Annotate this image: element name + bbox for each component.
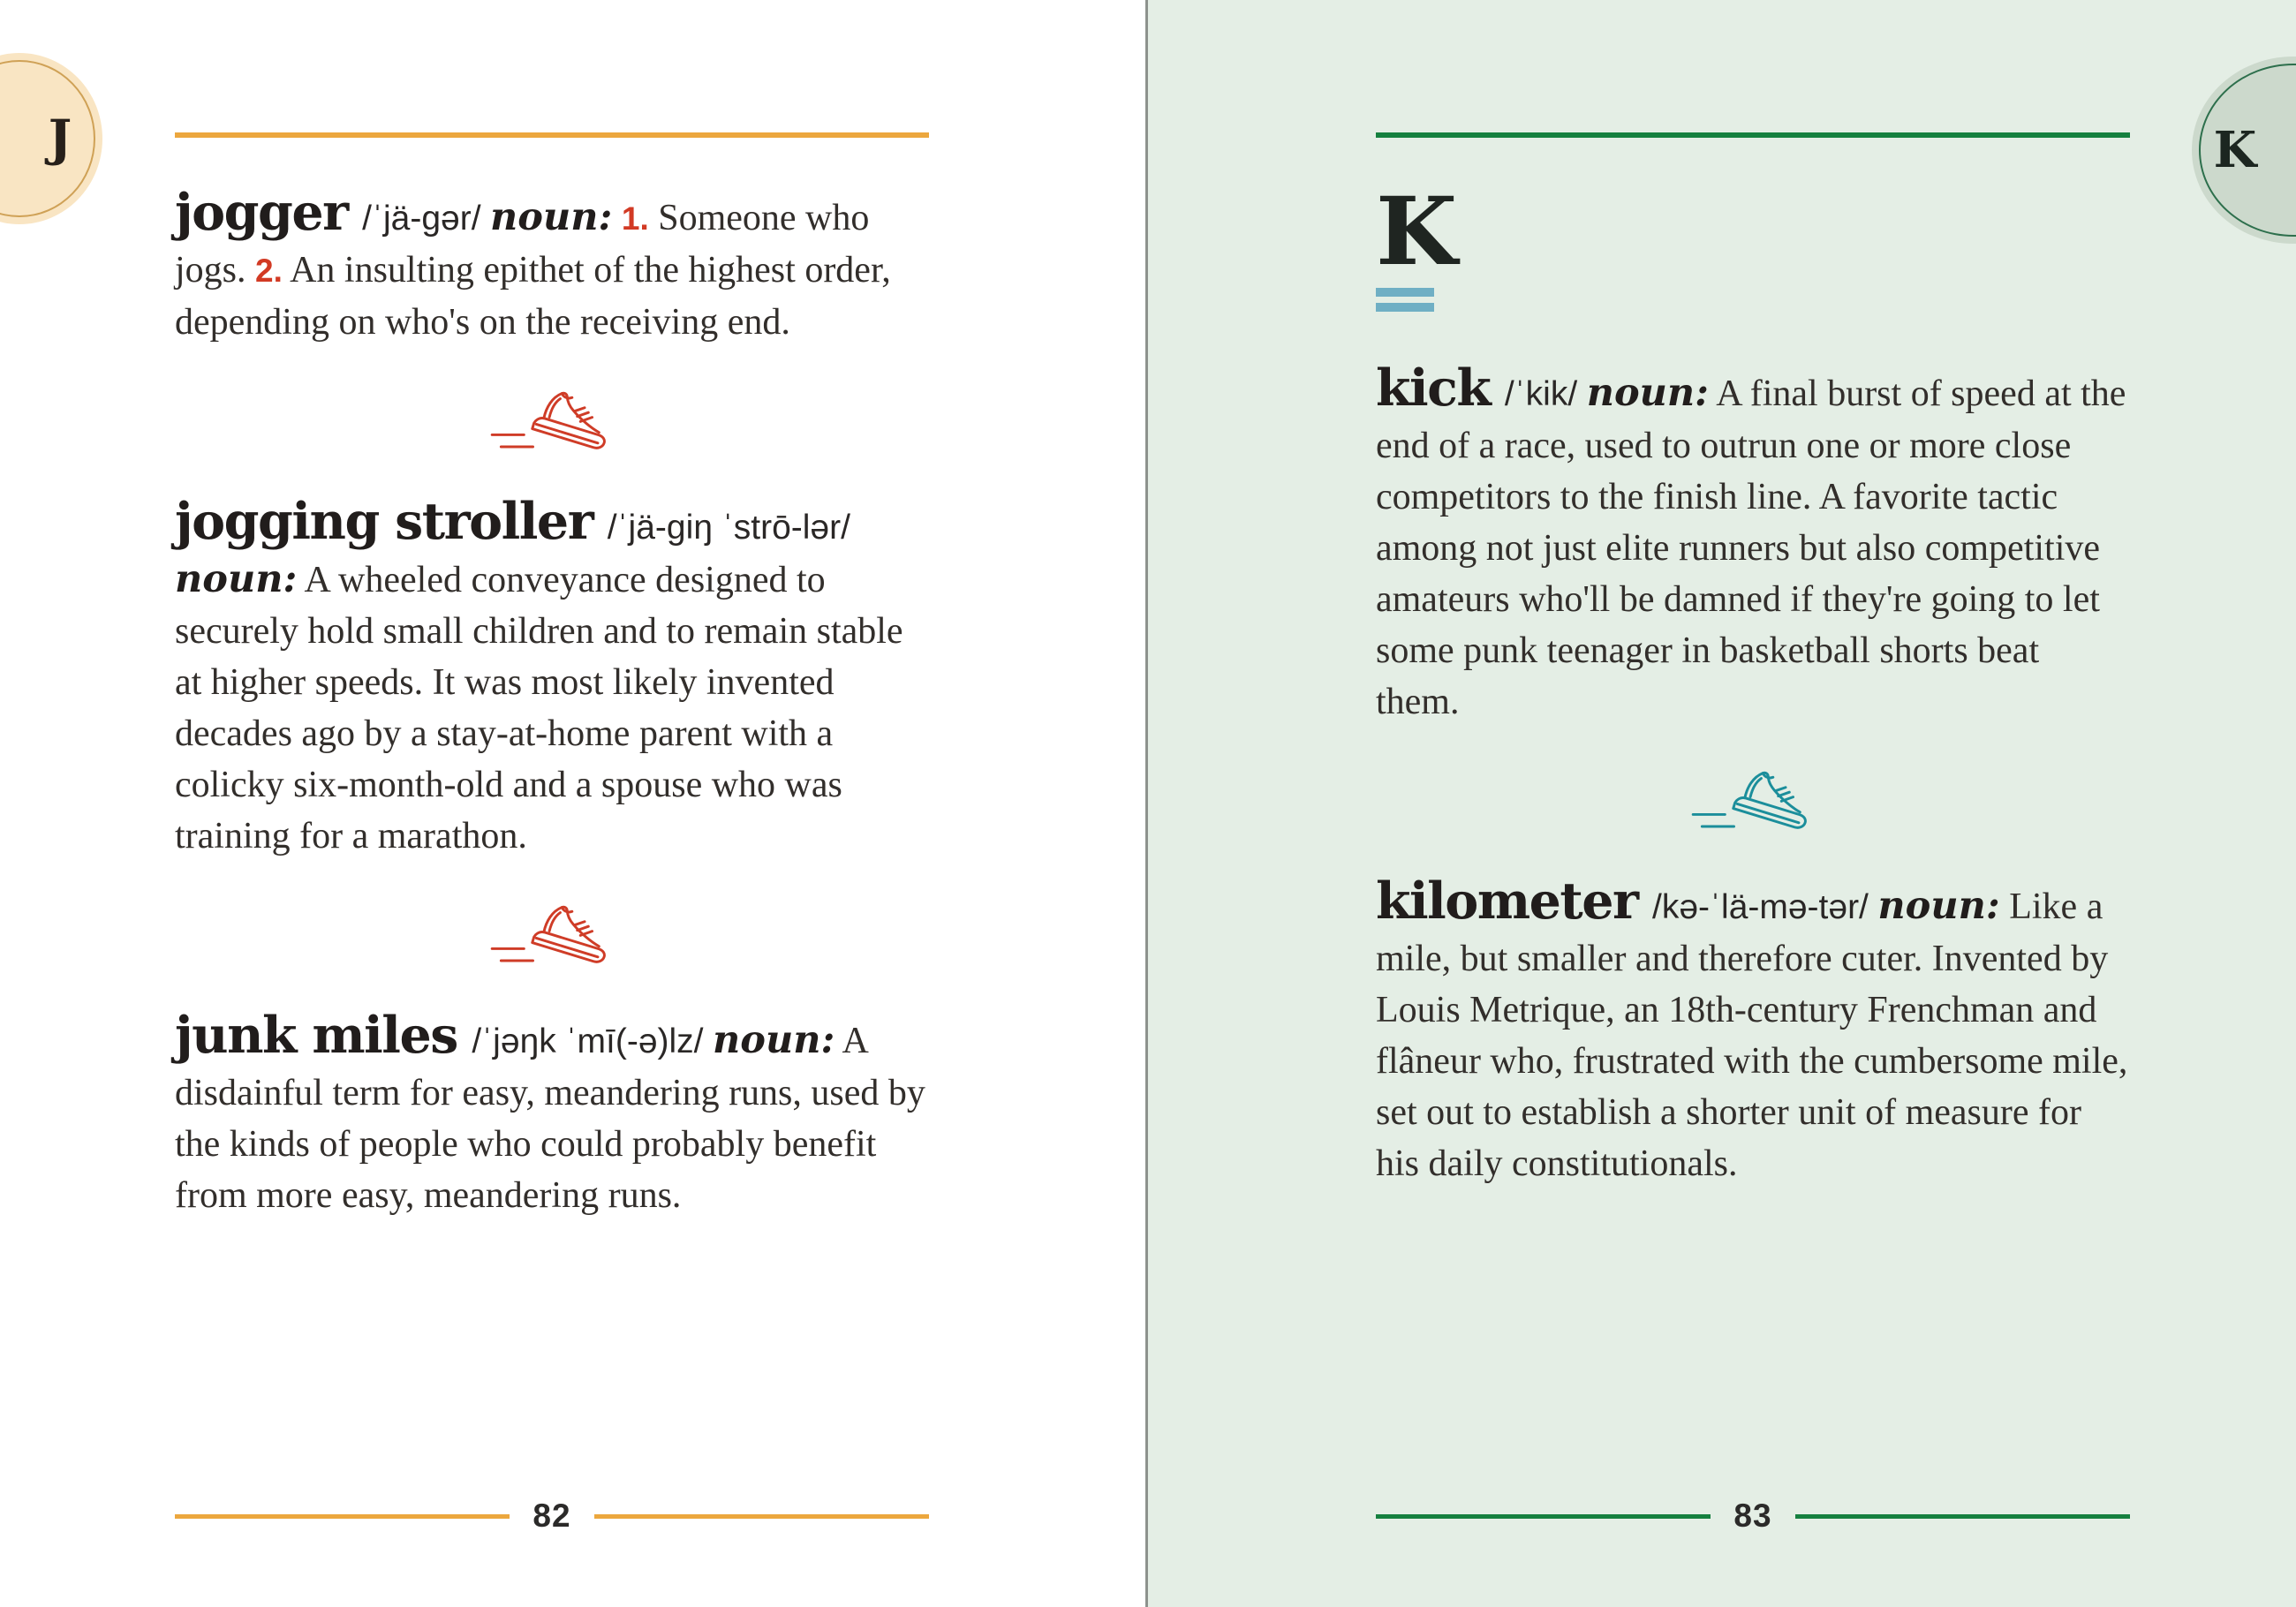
part-of-speech: noun: <box>175 557 298 601</box>
headword: kilometer <box>1376 871 1638 931</box>
definition-text: Like a mile, but smaller and therefore cuter. Invented by Louis Metrique, an 18th-century Frenchman and flâneur who, frustrated with the cumbersome mile, set out to establish a shorter unit of measure for his daily constitutionals. <box>1376 886 2128 1184</box>
part-of-speech: noun: <box>1586 371 1710 415</box>
tab-letter-j: J <box>48 109 72 168</box>
entry-jogging-stroller <box>175 492 929 862</box>
page-number: 83 <box>1733 1498 1772 1534</box>
pronunciation: /kə-ˈlä-mə-tər/ <box>1652 888 1869 926</box>
running-shoe-icon <box>486 378 618 470</box>
entry-kilometer <box>1376 871 2130 1189</box>
letter-tab-j[interactable] <box>0 53 102 224</box>
page-footer-right <box>1376 1498 2130 1535</box>
definition-text: A disdainful term for easy, meandering runs, used by the kinds of people who could probably benefit from more easy, meandering runs. <box>175 1021 925 1216</box>
section-letter: K <box>1376 176 1456 286</box>
headword: jogging stroller <box>175 492 593 551</box>
headword: kick <box>1376 358 1491 418</box>
right-text-column <box>1376 0 2130 1189</box>
part-of-speech: noun: <box>1877 884 2000 928</box>
pronunciation: /ˈjəŋk ˈmī(-ə)lz/ <box>472 1022 704 1060</box>
sense-number: 2. <box>255 253 283 289</box>
letter-tab-k[interactable] <box>2192 57 2296 244</box>
part-of-speech: noun: <box>490 195 613 239</box>
underline-bar <box>1376 303 1434 312</box>
section-underline <box>1376 288 2130 312</box>
underline-bar <box>1376 288 1434 297</box>
sense-number: 1. <box>621 200 649 237</box>
footer-rule <box>1795 1514 2130 1519</box>
pronunciation: /ˈkik/ <box>1504 375 1578 413</box>
headword: jogger <box>175 183 348 242</box>
running-shoe-icon <box>486 892 618 984</box>
running-shoe-icon <box>1687 758 1819 849</box>
tab-letter-k: K <box>2213 121 2257 179</box>
definition-text: A final burst of speed at the end of a race, used to outrun one or more close competitors to the finish line. A favorite tactic among not just elite runners but also competitive amateurs who'll be damned if they're going to let some punk teenager in basketball shorts beat them. <box>1376 373 2126 722</box>
top-rule-right <box>1376 132 2130 138</box>
headword: junk miles <box>175 1006 457 1065</box>
definition-text: An insulting epithet of the highest order, depending on who's on the receiving end. <box>175 250 891 343</box>
top-rule-left <box>175 132 929 138</box>
page-footer-left <box>175 1498 929 1535</box>
pronunciation: /ˈjä-gər/ <box>362 200 481 238</box>
entry-junk-miles <box>175 1006 929 1221</box>
footer-rule <box>175 1514 510 1519</box>
part-of-speech: noun: <box>713 1018 835 1062</box>
definition-text: Someone who jogs. <box>175 198 870 290</box>
entry-jogger <box>175 183 929 348</box>
definition-text: A wheeled conveyance designed to securely hold small children and to remain stable at higher speeds. It was most likely invented decades ago by a stay-at-home parent with a colicky six-month-old and a spouse who was training for a marathon. <box>175 560 903 856</box>
pronunciation: /ˈjä-giŋ ˈstrō-lər/ <box>607 509 850 547</box>
footer-rule <box>594 1514 929 1519</box>
entry-kick <box>1376 358 2130 728</box>
page-right <box>1148 0 2296 1607</box>
footer-rule <box>1376 1514 1711 1519</box>
section-heading-k <box>1376 176 2130 312</box>
page-number: 82 <box>532 1498 571 1534</box>
left-text-column <box>175 0 929 1221</box>
